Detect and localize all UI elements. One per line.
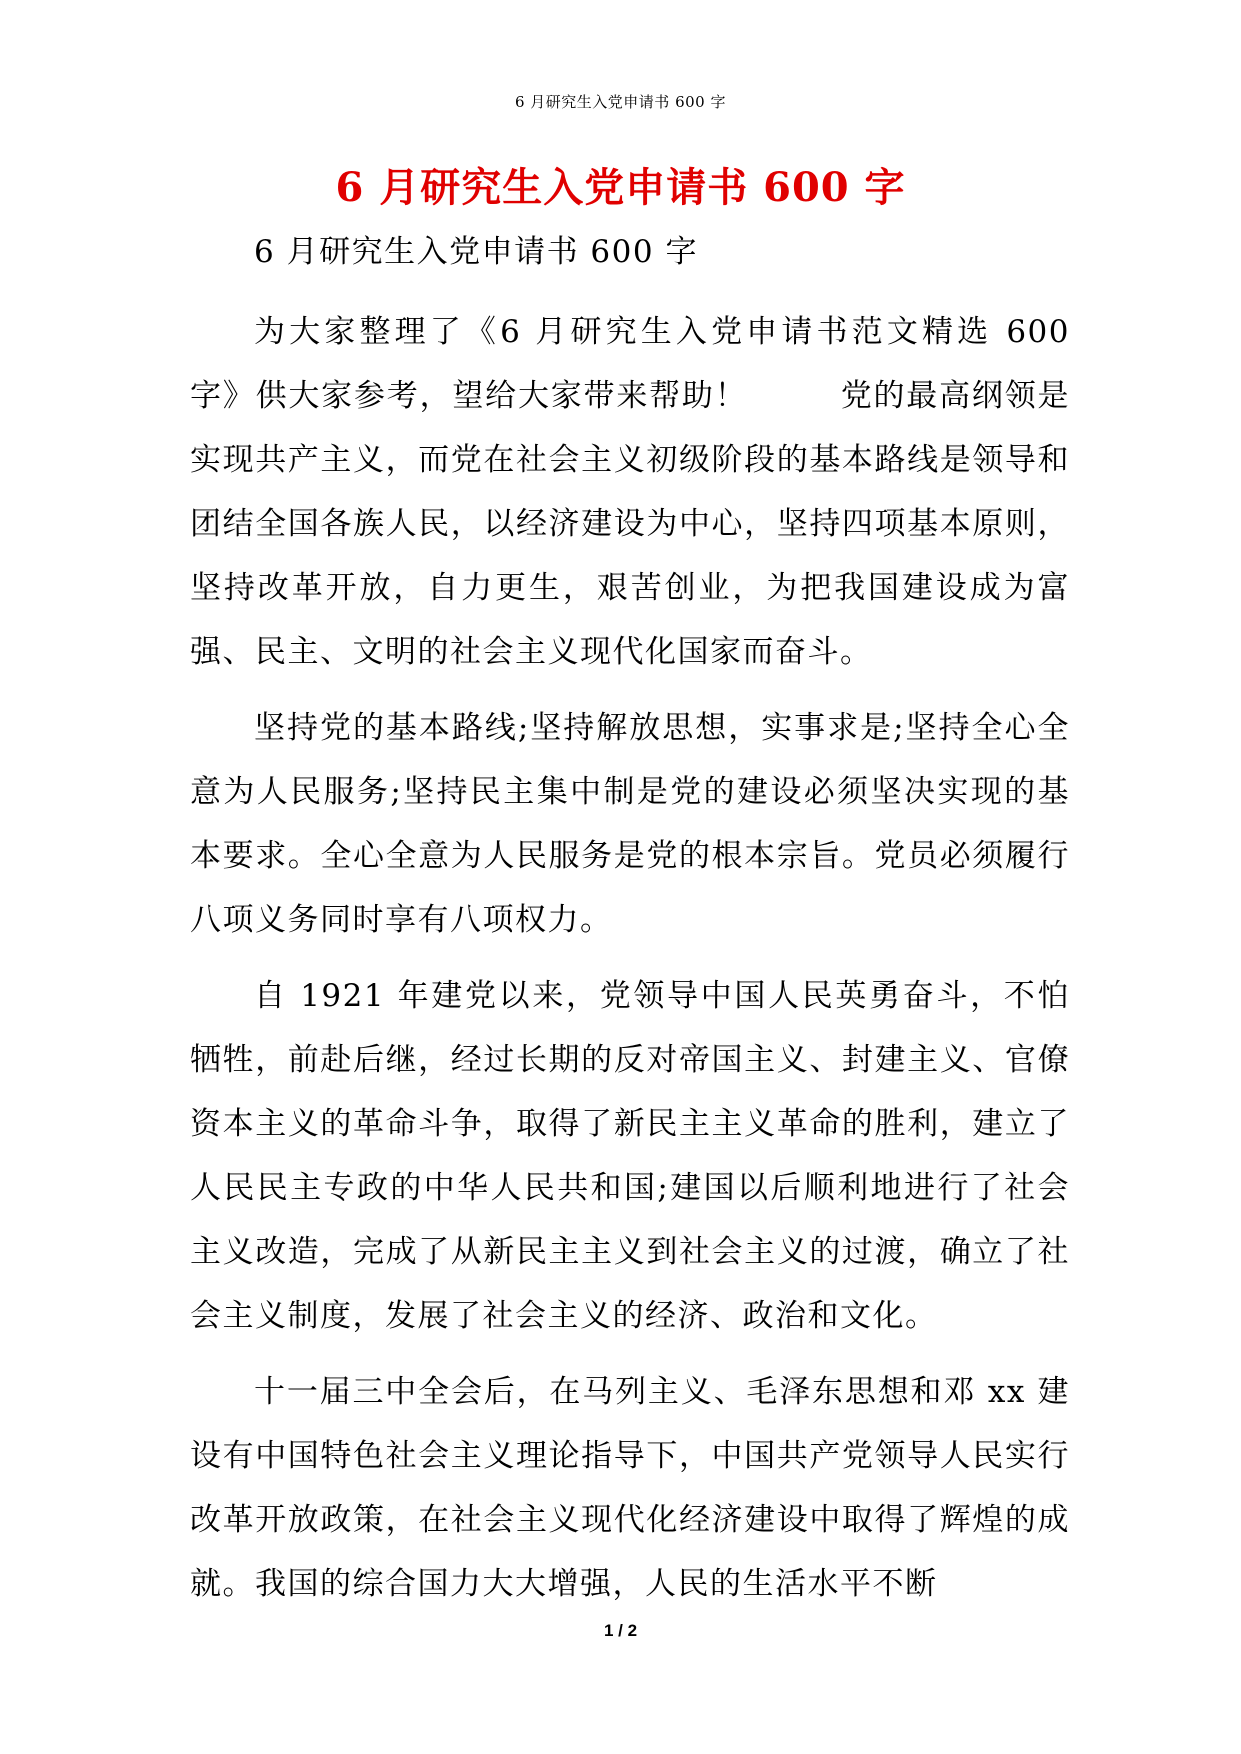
intro-paragraph: 为大家整理了《6 月研究生入党申请书范文精选 600 字》供大家参考，望给大家带来帮助！ 党的最高纲领是实现共产主义，而党在社会主义初级阶段的基本路线是领导和团结全国各族人民，以经济建设为中心，坚持四项基本原则，坚持改革开放，自力更生，艰苦创业，为把我国建设成为富强、民主、文明的社会主义现代化国家而奋斗。 — [190, 314, 1082, 670]
subtitle-paragraph: 6 月研究生入党申请书 600 字 — [254, 234, 698, 270]
document-body — [190, 232, 1082, 1628]
running-header: 6 月研究生入党申请书 600 字 — [515, 93, 726, 111]
history-paragraph: 自 1921 年建党以来，党领导中国人民英勇奋斗，不怕牺牲，前赴后继，经过长期的反对帝国主义、封建主义、官僚资本主义的革命斗争，取得了新民主主义革命的胜利，建立了人民民主专政的中华人民共和国;建国以后顺利地进行了社会主义改造，完成了从新民主主义到社会主义的过渡，确立了社会主义制度，发展了社会主义的经济、政治和文化。 — [190, 978, 1070, 1334]
basic-line-paragraph: 坚持党的基本路线;坚持解放思想，实事求是;坚持全心全意为人民服务;坚持民主集中制是党的建设必须坚决实现的基本要求。全心全意为人民服务是党的根本宗旨。党员必须履行八项义务同时享有八项权力。 — [190, 710, 1070, 938]
page-number: 1 / 2 — [603, 1621, 638, 1640]
document-title: 6 月研究生入党申请书 600 字 — [335, 164, 906, 211]
reform-paragraph: 十一届三中全会后，在马列主义、毛泽东思想和邓 xx 建设有中国特色社会主义理论指导下，中国共产党领导人民实行改革开放政策，在社会主义现代化经济建设中取得了辉煌的成就。我国的综合国力大大增强，人民的生活水平不断 — [190, 1374, 1070, 1602]
